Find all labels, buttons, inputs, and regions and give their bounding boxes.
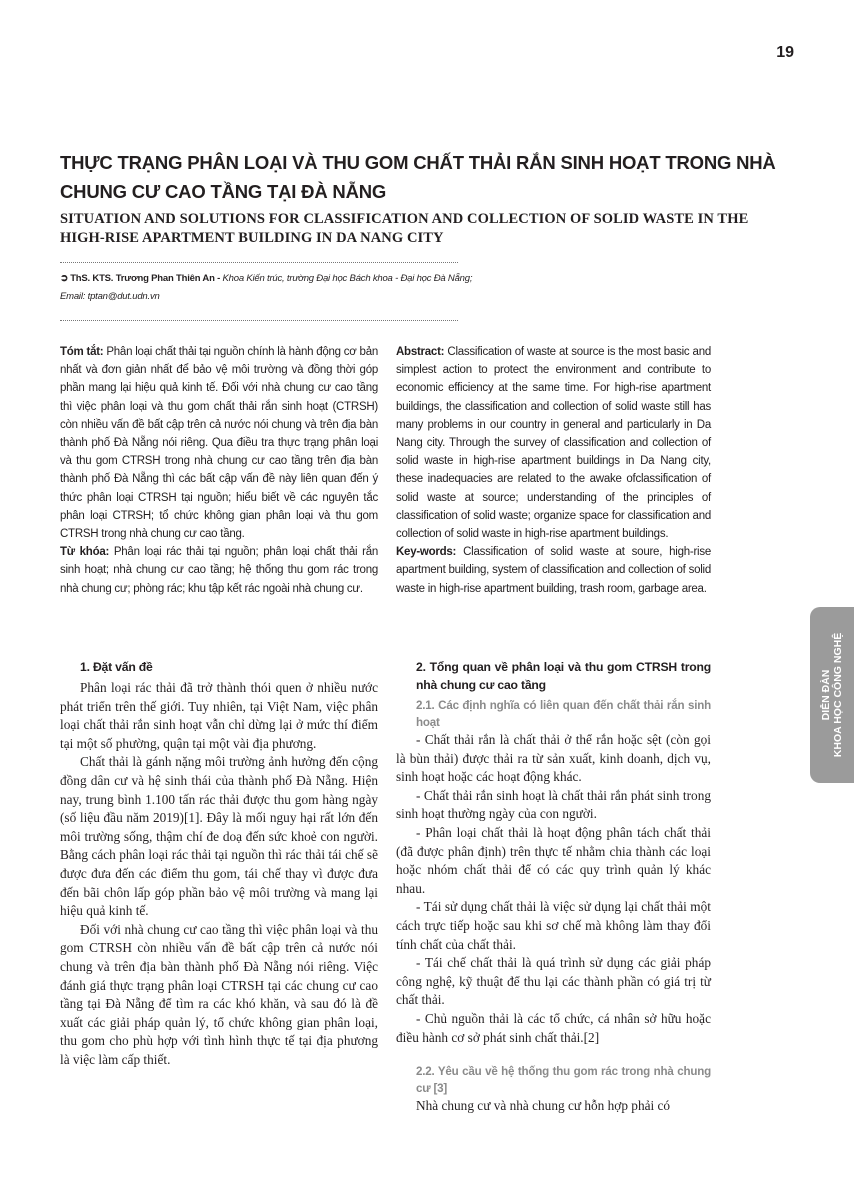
section-2-heading: 2. Tổng quan về phân loại và thu gom CTRSH trong nhà chung cư cao tầng [416, 660, 711, 692]
side-tab-line-1: DIỄN ĐÀN [820, 669, 832, 721]
keywords-vi-text: Phân loại rác thải tại nguồn; phân loại chất thải rắn sinh hoạt; nhà chung cư cao tầng; hệ thống thu gom rác trong nhà chung cư; phòng rác; khu tập kết rác ngoài nhà chung cư. [60, 546, 379, 595]
body-column-left [60, 658, 378, 1069]
divider-bottom [60, 320, 458, 321]
page-number: 19 [776, 44, 794, 61]
abstract-en-label: Abstract: [396, 346, 445, 358]
definition-item: - Phân loại chất thải là hoạt động phân tách chất thải (đã được phân định) trên thực tế nhằm chia thành các loại hoặc nhóm chất thải để có các quy trình quản lý khác nhau. [396, 824, 711, 896]
paragraph: Chất thải là gánh nặng môi trường ảnh hưởng đến cộng đồng dân cư và hệ sinh thái của thành phố Đà Nẵng. Hiện nay, trung bình 1.100 tấn rác thải được thu gom hàng ngày (số liệu đầu năm 2019)[1]. Đây là mối nguy hại rất lớn đến môi trường sống, thậm chí đe doạ đến sức khoẻ con người. Bằng cách phân loại rác thải tại nguồn thì rác thải tái chế sẽ được đưa đến các điểm thu gom, tái chế thay vì được đưa đến bãi chôn lấp góp phần bảo vệ môi trường và mang lại hiệu quả kinh tế. [60, 754, 378, 919]
paragraph: Đối với nhà chung cư cao tầng thì việc phân loại và thu gom CTRSH còn nhiều vấn đề bất cập trên cả nước nói chung và trên địa bàn thành phố Đà Nẵng nói riêng. Việc đánh giá thực trạng phân loại CTRSH tại các chung cư cao tầng tại Đà Nẵng để tìm ra các khó khăn, và sau đó là đề xuất các giải pháp quản lý, tổ chức không gian phân loại, thu gom cho phù hợp với tình hình thực tế tại địa phương là việc làm cấp thiết. [60, 921, 378, 1067]
section-1-heading: 1. Đặt vấn đề [80, 660, 153, 674]
article-title-en: SITUATION AND SOLUTIONS FOR CLASSIFICATION AND COLLECTION OF SOLID WASTE IN THE HIGH-RISE APARTMENT BUILDING IN DA NANG CITY [60, 211, 749, 246]
keywords-vi-label: Từ khóa: [60, 546, 110, 559]
definition-item: - Chủ nguồn thải là các tổ chức, cá nhân sở hữu hoặc điều hành cơ sở phát sinh chất thải.[2] [396, 1010, 711, 1045]
author-block [60, 270, 520, 306]
abstract-en [396, 343, 711, 598]
definition-item: - Chất thải rắn là chất thải ở thể rắn hoặc sệt (còn gọi là bùn thải) được thải ra từ sản xuất, kinh doanh, dịch vụ, sinh hoạt hoặc các hoạt động khác. [396, 732, 711, 785]
side-tab-label [820, 633, 844, 757]
abstract-en-text: Classification of waste at source is the most basic and simplest action to protect the environment and contribute to economic efficiency at the same time. For high-rise apartment buildings, the classification and collection of solid waste still has many problems in our country in general and particularly in Da Nang city. Through the survey of classification and collection of solid waste in high-rise apartment buildings in Da Nang city, these inadequacies are related to the awake ofclassification of solid waste at source; understanding of the principles of classification of solid waste; organize space for classification and collection of solid waste in high-rise apartment buildings. [396, 346, 711, 541]
definition-item: - Chất thải rắn sinh hoạt là chất thải rắn phát sinh trong sinh hoạt thường ngày của con người. [396, 787, 711, 822]
keywords-en-label: Key-words: [396, 546, 457, 559]
author-email: Email: tptan@dut.udn.vn [60, 291, 160, 302]
subsection-2-1-heading: 2.1. Các định nghĩa có liên quan đến chất thải rắn sinh hoạt [416, 699, 711, 729]
definition-item: - Tái chế chất thải là quá trình sử dụng các giải pháp công nghệ, kỹ thuật để thu lại các thành phần có giá trị từ chất thải. [396, 955, 711, 1008]
body-column-right [396, 658, 711, 1116]
section-side-tab [810, 607, 854, 783]
definition-item: - Tái sử dụng chất thải là việc sử dụng lại chất thải một cách trực tiếp hoặc sau khi sơ chế mà không làm thay đổi tính chất của chất thải. [396, 899, 711, 952]
arrow-icon: ➲ [60, 273, 69, 284]
abstract-vi-label: Tóm tắt: [60, 346, 104, 358]
paragraph: Nhà chung cư và nhà chung cư hỗn hợp phải có [416, 1098, 671, 1114]
abstract-vi [60, 343, 378, 598]
side-tab-line-2: KHOA HỌC CÔNG NGHỆ [832, 632, 844, 758]
abstract-vi-text: Phân loại chất thải tại nguồn chính là hành động cơ bản nhất và đơn giản nhất để bảo vệ môi trường và đồng thời góp phần mang lại hiệu quả kinh tế. Đối với nhà chung cư cao tầng thì việc phân loại và thu gom chất thải rắn sinh hoạt (CTRSH) còn nhiều vấn đề bất cập trên cả nước nói chung và trên địa bàn thành phố Đà Nẵng nói riêng. Qua điều tra thực trạng phân loại và thu gom CTRSH trong nhà chung cư cao tầng trên địa bàn thành phố Đà Nẵng thì các bất cập vấn đề này liên quan đến ý thức phân loại CTRSH tại nguồn; hiểu biết về các nguyên tắc phân loại CTRSH; tổ chức không gian phân loại và thu gom CTRSH trong nhà chung cư cao tầng. [60, 346, 378, 541]
paragraph: Phân loại rác thải đã trở thành thói quen ở nhiều nước phát triển trên thế giới. Tuy nhiên, tại Việt Nam, việc phân loại chất thải rắn sinh hoạt vẫn chỉ dừng lại ở mức thí điểm tại một số phường, quận tại một vài địa phương. [60, 680, 378, 751]
author-affiliation: Khoa Kiến trúc, trường Đại học Bách khoa - Đại học Đà Nẵng; [220, 273, 473, 284]
keywords-en-text: Classification of solid waste at soure, high-rise apartment building, system of classification and collection of solid waste in high-rise apartment building, trash room, garbage area. [396, 546, 711, 595]
article-title-vi: THỰC TRẠNG PHÂN LOẠI VÀ THU GOM CHẤT THẢI RẮN SINH HOẠT TRONG NHÀ CHUNG CƯ CAO TẦNG TẠI ĐÀ NẴNG [60, 152, 776, 202]
author-name: ThS. KTS. Trương Phan Thiên An - [70, 273, 221, 284]
divider-top [60, 262, 458, 263]
subsection-2-2-heading: 2.2. Yêu cầu về hệ thống thu gom rác trong nhà chung cư [3] [416, 1065, 711, 1096]
